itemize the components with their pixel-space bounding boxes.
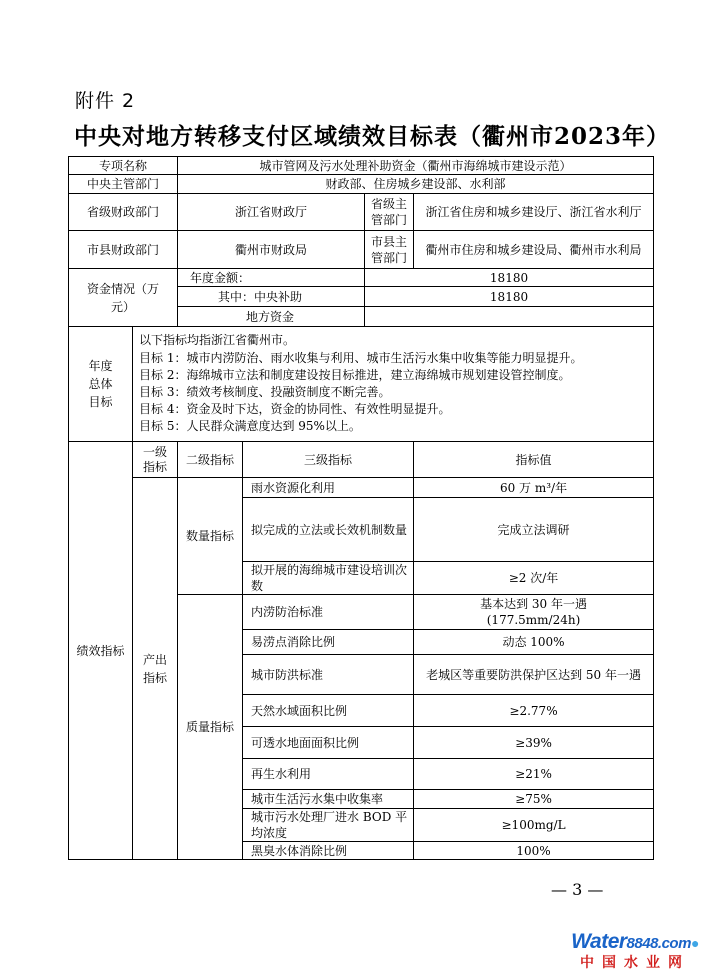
indicator-name: 城市生活污水集中收集率 [243,790,414,809]
indicator-value: ≥100mg/L [414,809,654,842]
attachment-label: 附件 2 [75,90,136,112]
quality-indicators-label: 质量指标 [178,595,243,860]
annual-goals-label: 年度总体目标 [69,327,133,442]
watermark-chinese: 中国水业网 [580,955,690,971]
page-number: — 3 — [551,880,604,899]
goal-line: 以下指标均指浙江省衢州市。 [139,333,296,348]
indicator-value: 完成立法调研 [414,498,654,562]
header-level3: 三级指标 [243,442,414,478]
goal-line: 目标 3：绩效考核制度、投融资制度不断完善。 [139,385,391,399]
indicator-value: ≥2.77% [414,695,654,727]
prov-dept-label: 省级主管部门 [365,194,414,231]
city-dept-label: 市县主管部门 [365,231,414,269]
indicator-value: 100% [414,842,654,860]
indicator-name: 城市污水处理厂进水 BOD 平均浓度 [243,809,414,842]
indicator-name: 内涝防治标准 [243,595,414,630]
local-funds-label: 地方资金 [178,307,365,327]
header-level1: 一级指标 [133,442,178,478]
goal-line: 目标 4：资金及时下达，资金的协同性、有效性明显提升。 [139,402,451,417]
central-subsidy-label: 其中：中央补助 [178,287,365,307]
special-item-label: 专项名称 [69,157,178,175]
city-dept-value: 衢州市住房和城乡建设局、衢州市水利局 [414,231,654,269]
indicator-value: 动态 100% [414,630,654,655]
indicator-name: 雨水资源化利用 [243,478,414,498]
indicator-value: ≥21% [414,759,654,790]
central-dept-value: 财政部、住房城乡建设部、水利部 [178,175,654,194]
city-finance-value: 衢州市财政局 [178,231,365,269]
city-finance-label: 市县财政部门 [69,231,178,269]
indicator-name: 城市防洪标准 [243,655,414,695]
indicator-value: ≥2 次/年 [414,562,654,595]
performance-target-table [68,156,654,860]
header-level2: 二级指标 [178,442,243,478]
indicator-name: 易涝点消除比例 [243,630,414,655]
prov-dept-value: 浙江省住房和城乡建设厅、浙江省水利厅 [414,194,654,231]
prov-finance-value: 浙江省财政厅 [178,194,365,231]
watermark-number: 8848 [626,935,658,952]
indicator-value: 60 万 m³/年 [414,478,654,498]
watermark-logo [570,930,700,972]
goal-line: 目标 1：城市内涝防治、雨水收集与利用、城市生活污水集中收集等能力明显提升。 [139,350,583,365]
local-funds-value [365,307,654,327]
watermark-brand: Water [571,930,627,953]
indicator-name: 可透水地面面积比例 [243,727,414,759]
performance-indicators-label: 绩效指标 [69,442,133,860]
quantity-indicators-label: 数量指标 [178,478,243,595]
indicator-name: 天然水域面积比例 [243,695,414,727]
annual-amount-value: 18180 [365,269,654,287]
indicator-value: 基本达到 30 年一遇 (177.5mm/24h) [414,595,654,630]
goal-line: 目标 2：海绵城市立法和制度建设按目标推进，建立海绵城市规划建设管控制度。 [139,367,571,382]
goal-line: 目标 5：人民群众满意度达到 95%以上。 [139,419,361,434]
water-drop-icon: ● [690,935,699,951]
indicator-value: ≥75% [414,790,654,809]
central-dept-label: 中央主管部门 [69,175,178,194]
output-indicators-label: 产出指标 [133,478,178,860]
header-value: 指标值 [414,442,654,478]
indicator-name: 再生水利用 [243,759,414,790]
central-subsidy-value: 18180 [365,287,654,307]
fund-situation-label: 资金情况（万元） [69,269,178,327]
annual-goals-content [133,327,654,442]
watermark-tld: .com [657,935,691,952]
prov-finance-label: 省级财政部门 [69,194,178,231]
indicator-name: 拟开展的海绵城市建设培训次数 [243,562,414,595]
indicator-value: ≥39% [414,727,654,759]
indicator-name: 拟完成的立法或长效机制数量 [243,498,414,562]
annual-amount-label: 年度金额： [178,269,365,287]
special-item-value: 城市管网及污水处理补助资金（衢州市海绵城市建设示范） [178,157,654,175]
page-title: 中央对地方转移支付区域绩效目标表（衢州市2023年） [74,123,671,150]
indicator-name: 黑臭水体消除比例 [243,842,414,860]
indicator-value: 老城区等重要防洪保护区达到 50 年一遇 [414,655,654,695]
